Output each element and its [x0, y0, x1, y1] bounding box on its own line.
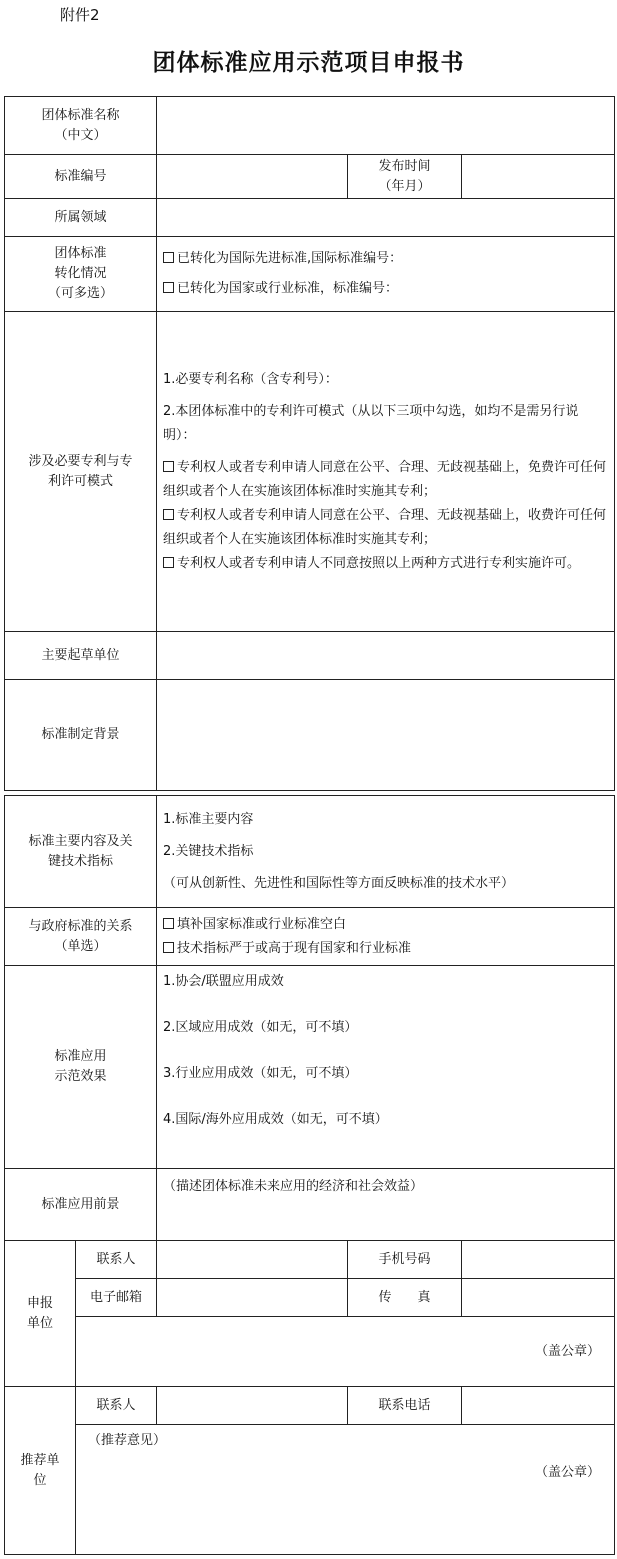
recommender-opinion-label: （推荐意见） [88, 1433, 167, 1448]
standard-code-label: 标准编号 [5, 155, 157, 199]
patent-option-free[interactable]: 专利权人或者专利申请人同意在公平、合理、无歧视基础上，免费许可任何组织或者个人在实施该团体标准时实施其专利； [163, 459, 607, 499]
applicant-contact-label: 联系人 [76, 1241, 157, 1279]
field-label: 所属领域 [5, 199, 157, 237]
checkbox-icon[interactable] [163, 461, 174, 472]
recommender-phone-field[interactable] [462, 1387, 615, 1425]
field-value[interactable] [157, 199, 615, 237]
recommender-contact-label: 联系人 [76, 1387, 157, 1425]
applicant-mobile-field[interactable] [462, 1241, 615, 1279]
checkbox-icon[interactable] [163, 942, 174, 953]
checkbox-icon[interactable] [163, 252, 174, 263]
applicant-fax-label: 传 真 [348, 1279, 462, 1317]
checkbox-icon[interactable] [163, 918, 174, 929]
relation-options [157, 908, 615, 966]
main-content-field: 1.标准主要内容 2.关键技术指标 （可从创新性、先进性和国际性等方面反映标准的技术水平） [157, 796, 615, 908]
effect-field: 1.协会/联盟应用成效 2.区域应用成效（如无，可不填） 3.行业应用成效（如无，可不填） 4.国际/海外应用成效（如无，可不填） [157, 966, 615, 1169]
recommender-phone-label: 联系电话 [348, 1387, 462, 1425]
standard-code-field[interactable] [157, 155, 348, 199]
prospect-label: 标准应用前景 [5, 1169, 157, 1241]
applicant-email-field[interactable] [157, 1279, 348, 1317]
checkbox-icon[interactable] [163, 282, 174, 293]
transform-option-national[interactable]: 已转化为国家或行业标准，标准编号： [163, 279, 608, 299]
recommender-opinion-area[interactable] [76, 1425, 615, 1555]
publish-date-field[interactable] [462, 155, 615, 199]
page-title: 团体标准应用示范项目申报书 [152, 50, 465, 76]
patent-content [157, 312, 615, 632]
application-form-table-2 [4, 795, 615, 1555]
applicant-label: 申报 单位 [5, 1241, 76, 1387]
recommender-contact-field[interactable] [157, 1387, 348, 1425]
relation-label: 与政府标准的关系 （单选） [5, 908, 157, 966]
patent-item-2: 2.本团体标准中的专利许可模式（从以下三项中勾选，如均不是需另行说明）： [163, 403, 579, 443]
attachment-label: 附件2 [60, 6, 100, 24]
application-form-table-1 [4, 96, 615, 791]
transform-options [157, 237, 615, 312]
applicant-mobile-label: 手机号码 [348, 1241, 462, 1279]
checkbox-icon[interactable] [163, 557, 174, 568]
drafter-field[interactable] [157, 632, 615, 680]
patent-option-paid[interactable]: 专利权人或者专利申请人同意在公平、合理、无歧视基础上，收费许可任何组织或者个人在实施该团体标准时实施其专利； [163, 507, 607, 547]
background-field[interactable] [157, 680, 615, 791]
relation-option-stricter[interactable]: 技术指标严于或高于现有国家和行业标准 [163, 937, 608, 961]
recommender-seal-label: （盖公章） [535, 1465, 601, 1480]
patent-option-refuse[interactable]: 专利权人或者专利申请人不同意按照以上两种方式进行专利实施许可。 [163, 552, 608, 576]
relation-option-fill-gap[interactable]: 填补国家标准或行业标准空白 [163, 913, 608, 937]
recommender-label: 推荐单 位 [5, 1387, 76, 1555]
background-label: 标准制定背景 [5, 680, 157, 791]
effect-label: 标准应用 示范效果 [5, 966, 157, 1169]
prospect-field[interactable]: （描述团体标准未来应用的经济和社会效益） [157, 1169, 615, 1241]
patent-label: 涉及必要专利与专 利许可模式 [5, 312, 157, 632]
applicant-fax-field[interactable] [462, 1279, 615, 1317]
applicant-seal-label: （盖公章） [535, 1343, 601, 1359]
patent-item-1: 1.必要专利名称（含专利号）： [163, 371, 338, 387]
applicant-email-label: 电子邮箱 [76, 1279, 157, 1317]
main-content-label: 标准主要内容及关 键技术指标 [5, 796, 157, 908]
transform-option-international[interactable]: 已转化为国际先进标准,国际标准编号： [163, 249, 608, 269]
standard-name-field[interactable] [157, 97, 615, 155]
applicant-seal-area[interactable] [76, 1317, 615, 1387]
checkbox-icon[interactable] [163, 509, 174, 520]
standard-name-label: 团体标准名称 （中文） [5, 97, 157, 155]
drafter-label: 主要起草单位 [5, 632, 157, 680]
applicant-contact-field[interactable] [157, 1241, 348, 1279]
publish-date-label: 发布时间 （年月） [348, 155, 462, 199]
transform-label: 团体标准 转化情况 （可多选） [5, 237, 157, 312]
